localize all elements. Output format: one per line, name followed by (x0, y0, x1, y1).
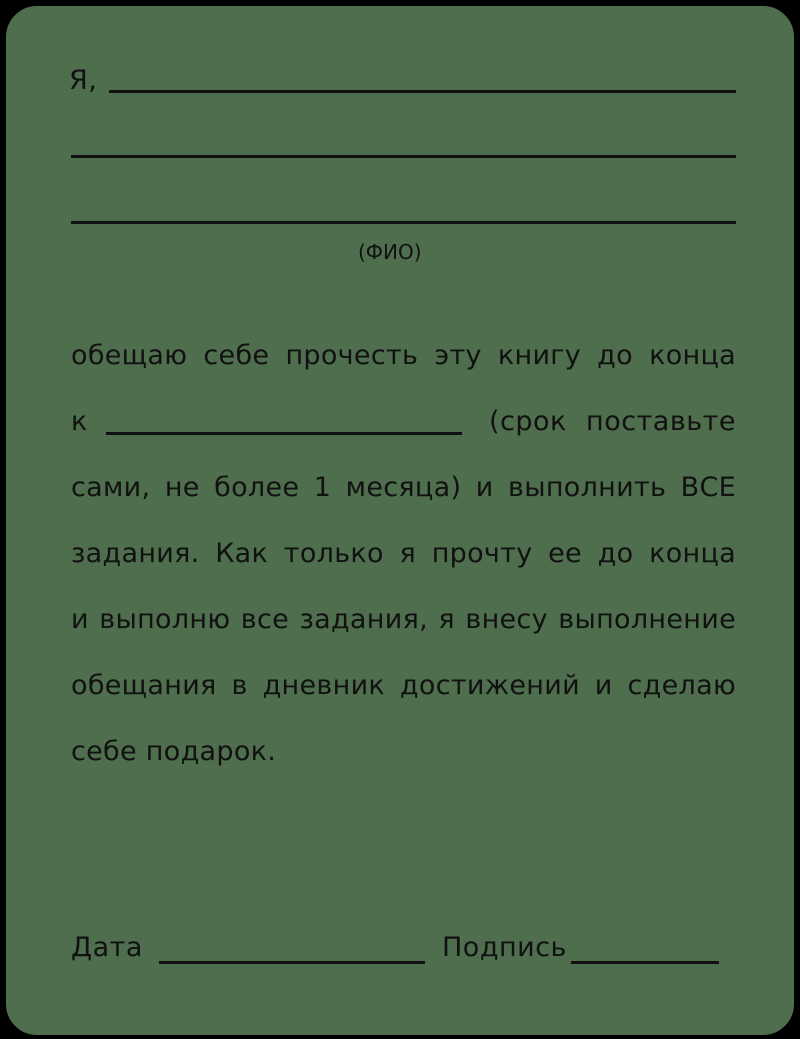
name-line-3[interactable] (71, 221, 736, 224)
deadline-line[interactable] (106, 432, 462, 435)
name-caption: (ФИО) (358, 240, 422, 264)
name-line-2[interactable] (71, 155, 736, 158)
promise-line-5: и выполню все задания, я внесу выполнение (71, 604, 736, 635)
signature-line[interactable] (571, 961, 719, 964)
promise-line-1: обещаю себе прочесть эту книгу до конца (71, 340, 736, 371)
promise-line-3: сами, не более 1 месяца) и выполнить ВСЕ (71, 472, 736, 503)
promise-line-6: обещания в дневник достижений и сделаю (71, 670, 736, 701)
promise-line-4: задания. Как только я прочту ее до конца (71, 538, 736, 569)
pronoun-label: Я, (69, 65, 98, 96)
promise-line-7: себе подарок. (71, 736, 277, 767)
deadline-row (71, 405, 736, 439)
name-line-1[interactable] (109, 90, 736, 93)
signature-label: Подпись (442, 932, 567, 963)
deadline-prefix: к (71, 406, 88, 437)
deadline-note: (срок поставьте (489, 406, 736, 437)
date-line[interactable] (159, 961, 425, 964)
date-label: Дата (71, 932, 143, 963)
promise-card (3, 3, 797, 1038)
